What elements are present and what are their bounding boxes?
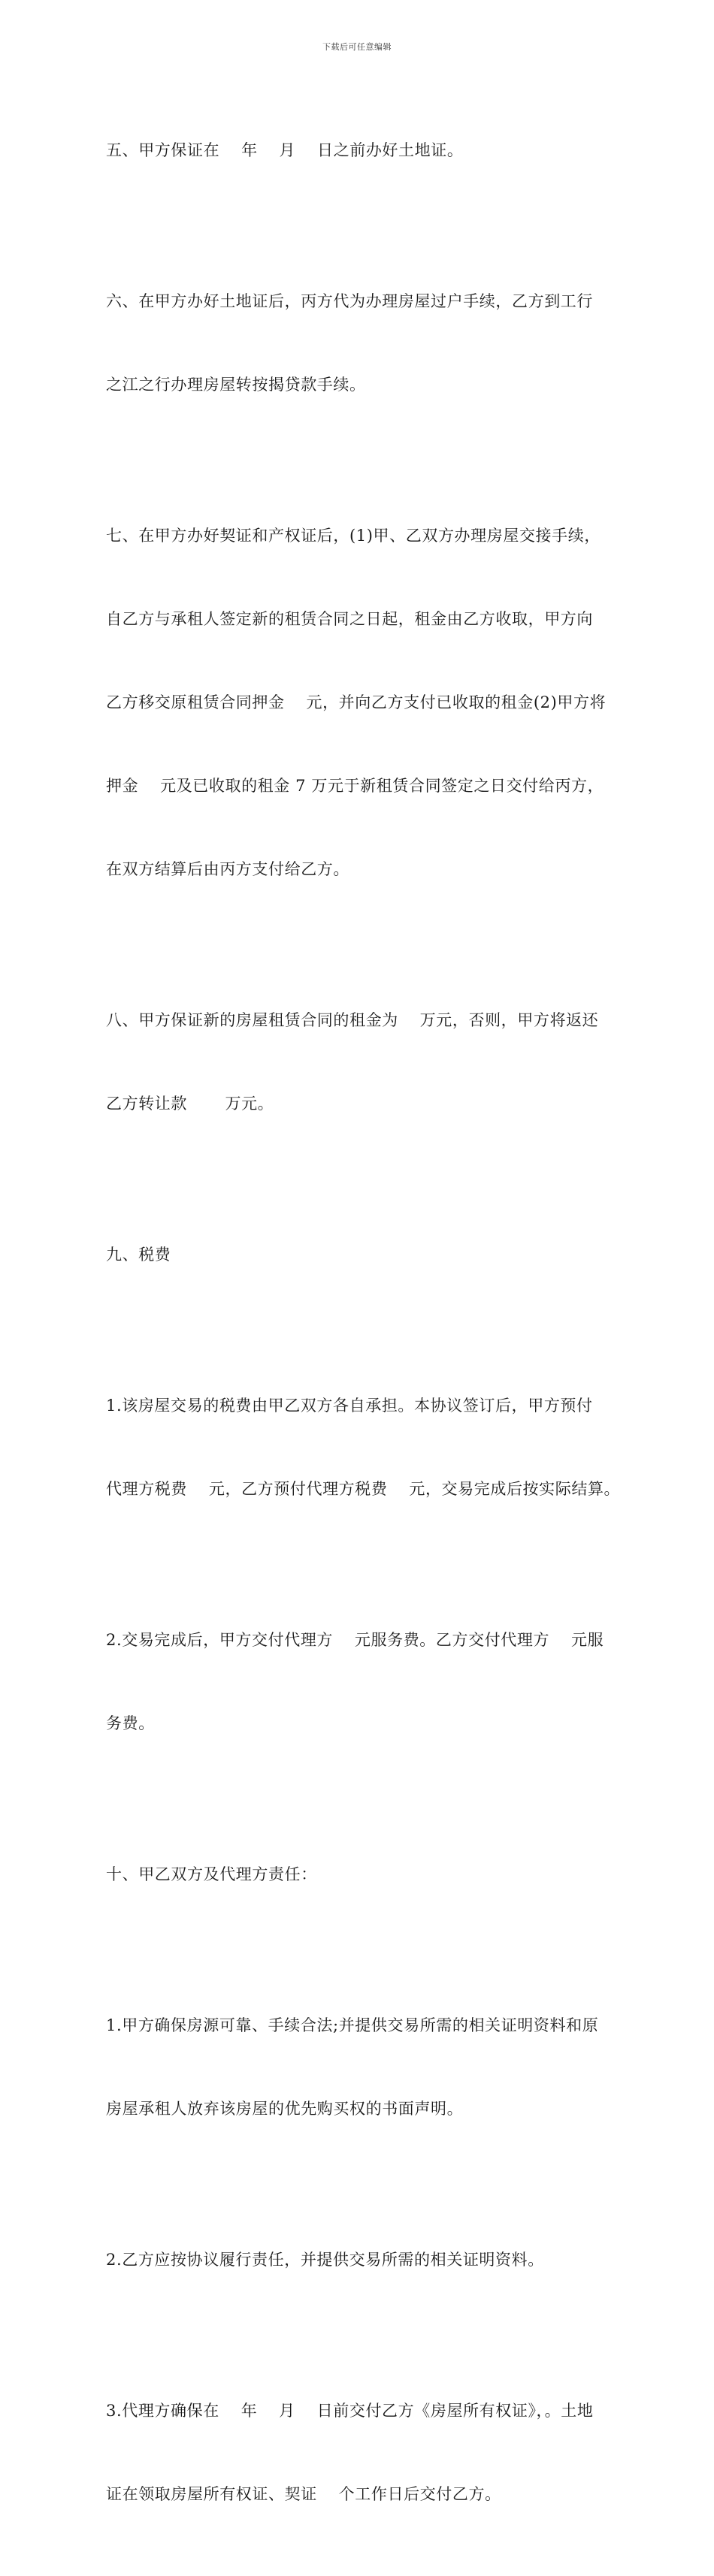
clause-7 [106, 467, 625, 939]
clause-10-item-3 [106, 2342, 625, 2564]
text-line: 1.甲方确保房源可靠、手续合法;并提供交易所需的相关证明资料和原 [106, 2016, 599, 2034]
page-header-note: 下载后可任意编辑 [322, 42, 392, 52]
text-line: 九、税费 [106, 1246, 171, 1264]
clause-9-item-1 [106, 1336, 625, 1559]
text-line: 2.交易完成后，甲方交付代理方 元服务费。乙方交付代理方 元服 [106, 1631, 604, 1649]
clause-10-heading [106, 1805, 625, 1944]
clause-5 [106, 81, 625, 220]
text-line: 乙方移交原租赁合同押金 元，并向乙方支付已收取的租金(2)甲方将 [106, 693, 607, 711]
text-line: 十、甲乙双方及代理方责任： [106, 1865, 317, 1883]
text-line: 自乙方与承租人签定新的租赁合同之日起，租金由乙方收取，甲方向 [106, 610, 593, 628]
document-body [106, 81, 625, 2576]
text-line: 乙方转让款 万元。 [106, 1095, 274, 1113]
text-line: 在双方结算后由丙方支付给乙方。 [106, 860, 349, 878]
clause-10-item-2 [106, 2191, 625, 2330]
text-line: 1.该房屋交易的税费由甲乙双方各自承担。本协议签订后，甲方预付 [106, 1397, 593, 1415]
clause-9-heading [106, 1185, 625, 1324]
text-line: 证在领取房屋所有权证、契证 个工作日后交付乙方。 [106, 2485, 501, 2503]
text-line: 房屋承租人放弃该房屋的优先购买权的书面声明。 [106, 2100, 464, 2118]
clause-9-item-2 [106, 1571, 625, 1793]
clause-6 [106, 232, 625, 454]
text-line: 代理方税费 元，乙方预付代理方税费 元，交易完成后按实际结算。 [106, 1480, 621, 1498]
text-line: 之江之行办理房屋转按揭贷款手续。 [106, 376, 366, 394]
text-line: 务费。 [106, 1714, 155, 1732]
clause-8 [106, 951, 625, 1173]
text-line: 3.代理方确保在 年 月 日前交付乙方《房屋所有权证》，。土地 [106, 2402, 594, 2420]
text-line: 八、甲方保证新的房屋租赁合同的租金为 万元，否则，甲方将返还 [106, 1011, 599, 1029]
text-line: 五、甲方保证在 年 月 日之前办好土地证。 [106, 141, 464, 159]
text-line: 2.乙方应按协议履行责任，并提供交易所需的相关证明资料。 [106, 2251, 544, 2269]
text-line: 押金 元及已收取的租金 7 万元于新租赁合同签定之日交付给丙方， [106, 777, 604, 795]
clause-10-item-1 [106, 1956, 625, 2179]
text-line: 六、在甲方办好土地证后，丙方代为办理房屋过户手续，乙方到工行 [106, 292, 593, 310]
text-line: 七、在甲方办好契证和产权证后，(1)甲、乙双方办理房屋交接手续， [106, 527, 601, 545]
